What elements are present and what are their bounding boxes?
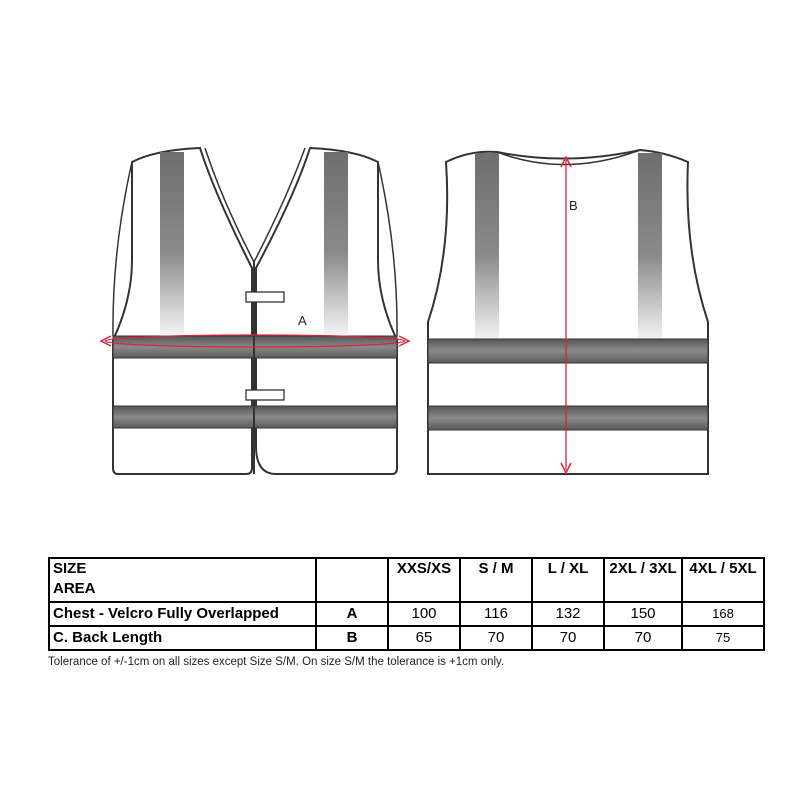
back-vest [428,150,708,474]
chest-measure-arrow-left [101,336,111,346]
chest-value-l-xl: 132 [532,602,604,626]
chest-value-2xl-3xl: 150 [604,602,682,626]
row-label-chest: Chest - Velcro Fully Overlapped [49,602,316,626]
back-value-2xl-3xl: 70 [604,626,682,650]
back-vertical-stripe-left [475,153,499,339]
back-vertical-stripe-right [638,153,662,339]
table-row [49,602,764,626]
velcro-tab-upper [246,292,284,302]
row-code-chest: A [316,602,388,626]
back-lower-band [428,406,708,430]
back-value-xxs-xs: 65 [388,626,460,650]
back-length-measure-label: B [569,198,578,213]
header-size-label: SIZE [53,560,87,577]
header-size-xxs-xs: XXS/XS [388,558,460,602]
header-size-s-m: S / M [460,558,532,602]
header-size-area-cell [49,558,316,602]
tolerance-footnote: Tolerance of +/-1cm on all sizes except Size S/M. On size S/M the tolerance is +1cm only. [48,656,505,668]
velcro-tab-lower [246,390,284,400]
back-upper-band [428,339,708,363]
back-value-l-xl: 70 [532,626,604,650]
back-value-s-m: 70 [460,626,532,650]
table-header-row [49,558,764,602]
header-size-4xl-5xl: 4XL / 5XL [682,558,764,602]
header-size-l-xl: L / XL [532,558,604,602]
table-row [49,626,764,650]
chest-value-s-m: 116 [460,602,532,626]
back-value-4xl-5xl: 75 [682,626,764,650]
front-vertical-stripe-right [324,152,348,334]
front-vest [101,148,409,474]
header-code-cell [316,558,388,602]
row-label-back-length: C. Back Length [49,626,316,650]
front-vertical-stripe-left [160,152,184,334]
header-area-label: AREA [53,580,96,597]
row-code-back-length: B [316,626,388,650]
chest-measure-arrow-right [399,336,409,346]
chest-value-4xl-5xl: 168 [682,602,764,626]
header-size-2xl-3xl: 2XL / 3XL [604,558,682,602]
chest-value-xxs-xs: 100 [388,602,460,626]
chest-measure-label: A [298,313,307,328]
size-chart-table [48,557,765,651]
